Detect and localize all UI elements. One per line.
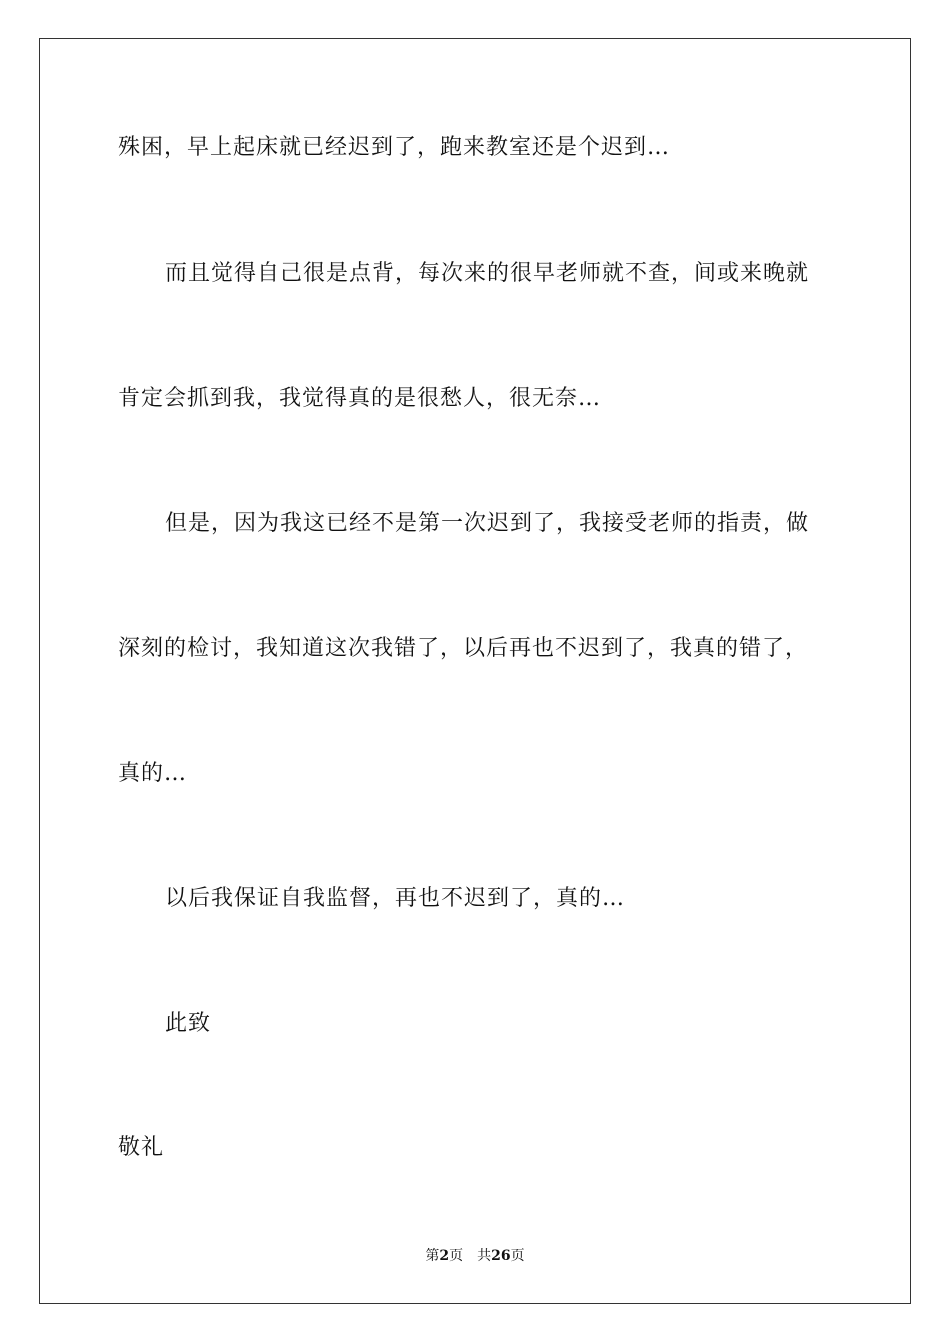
body-line-2: 而且觉得自己很是点背，每次来的很早老师就不查，间或来晚就 xyxy=(165,261,810,286)
page-prefix: 第 xyxy=(425,1248,440,1264)
page-border xyxy=(39,38,911,1304)
total-pages: 26 xyxy=(491,1248,511,1264)
total-prefix: 共 xyxy=(477,1248,492,1264)
body-line-7: 以后我保证自我监督，再也不迟到了，真的… xyxy=(165,886,626,911)
body-line-6: 真的… xyxy=(118,761,188,786)
total-suffix: 页 xyxy=(510,1248,525,1264)
closing-regards: 敬礼 xyxy=(118,1135,165,1160)
body-line-4: 但是，因为我这已经不是第一次迟到了，我接受老师的指责，做 xyxy=(165,511,810,536)
page-footer xyxy=(0,1246,950,1266)
body-line-5: 深刻的检讨，我知道这次我错了，以后再也不迟到了，我真的错了， xyxy=(118,636,809,661)
closing-salutation: 此致 xyxy=(165,1011,212,1036)
body-line-3: 肯定会抓到我，我觉得真的是很愁人，很无奈… xyxy=(118,386,602,411)
page-number: 2 xyxy=(439,1248,450,1264)
body-line-1: 殊困，早上起床就已经迟到了，跑来教室还是个迟到… xyxy=(118,135,671,160)
page-suffix: 页 xyxy=(449,1248,464,1264)
